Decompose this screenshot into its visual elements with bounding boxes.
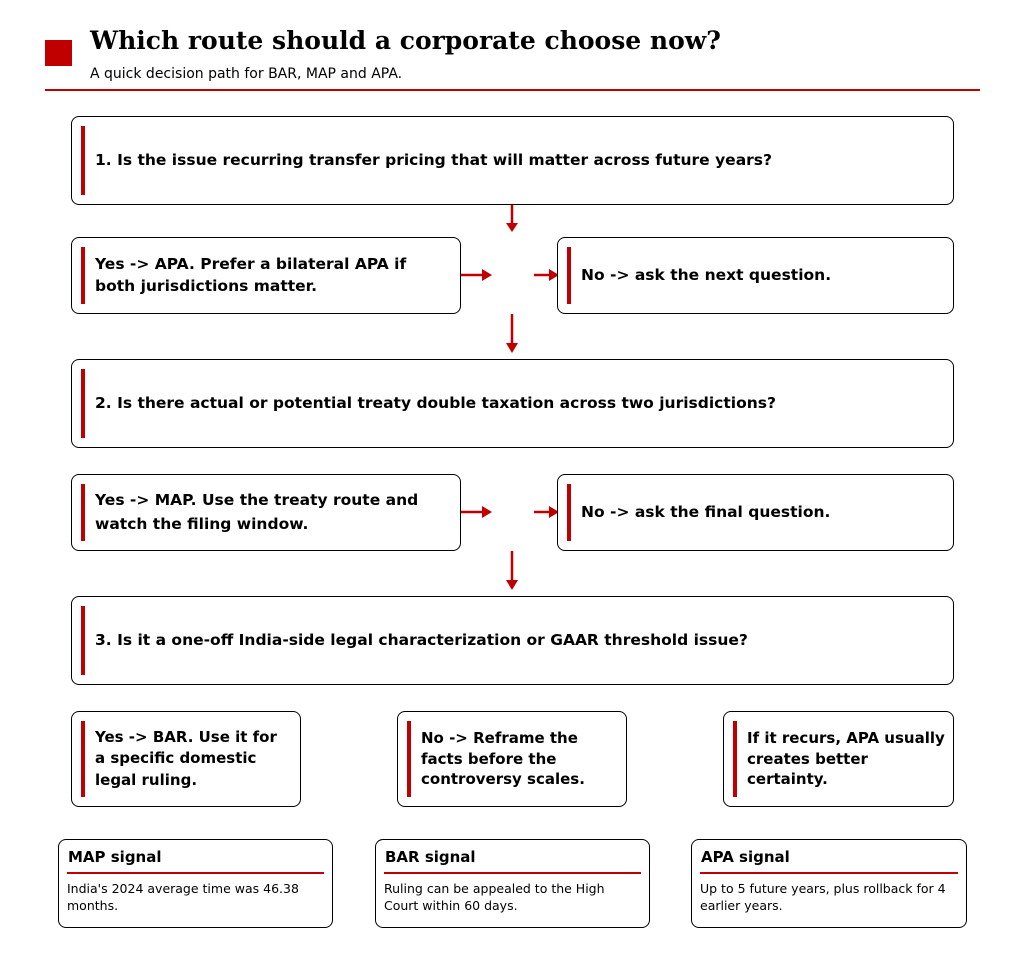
card-title: BAR signal	[385, 848, 476, 866]
q2-no-text: No -> ask the final question.	[581, 502, 831, 521]
arrow-right-icon	[461, 504, 493, 520]
card-body: Ruling can be appealed to the High Court within 60 days.	[384, 881, 605, 914]
arrow-down-icon	[504, 551, 520, 591]
page-title: Which route should a corporate choose now?	[90, 26, 721, 55]
q3-recurs-text: If it recurs, APA usually creates better certainty.	[747, 729, 945, 789]
header-divider	[45, 89, 980, 91]
arrow-down-icon	[504, 205, 520, 233]
arrow-down-icon	[504, 314, 520, 354]
q3-no-text: No -> Reframe the facts before the controversy scales.	[421, 729, 585, 789]
card-body: India's 2024 average time was 46.38 months.	[67, 881, 299, 914]
accent-bar	[567, 484, 571, 541]
q3-yes-box	[71, 711, 301, 807]
accent-bar	[567, 247, 571, 304]
card-divider	[67, 872, 324, 874]
accent-bar	[733, 721, 737, 797]
apa-signal-card	[691, 839, 967, 928]
q3-recurs-box	[723, 711, 954, 807]
accent-bar	[81, 126, 85, 195]
page-subtitle: A quick decision path for BAR, MAP and APA.	[90, 66, 403, 82]
q2-yes-text: Yes -> MAP. Use the treaty route and watch the filing window.	[95, 491, 419, 533]
question-1-text: 1. Is the issue recurring transfer pricing that will matter across future years?	[95, 150, 773, 169]
q2-no-box	[557, 474, 954, 551]
question-1-box	[71, 116, 954, 205]
accent-bar	[81, 721, 85, 797]
accent-bar	[81, 606, 85, 675]
arrow-right-icon	[461, 267, 493, 283]
q3-no-box	[397, 711, 627, 807]
question-2-text: 2. Is there actual or potential treaty double taxation across two jurisdictions?	[95, 393, 776, 412]
q1-no-box	[557, 237, 954, 314]
map-signal-card	[58, 839, 333, 928]
q3-yes-text: Yes -> BAR. Use it for a specific domestic legal ruling.	[95, 728, 277, 789]
q1-yes-box	[71, 237, 461, 314]
question-3-box	[71, 596, 954, 685]
card-title: APA signal	[701, 848, 790, 866]
bar-signal-card	[375, 839, 650, 928]
q2-yes-box	[71, 474, 461, 551]
accent-bar	[407, 721, 411, 797]
accent-bar	[81, 369, 85, 438]
card-divider	[700, 872, 958, 874]
q1-yes-text: Yes -> APA. Prefer a bilateral APA if both jurisdictions matter.	[95, 254, 407, 295]
q1-no-text: No -> ask the next question.	[581, 265, 832, 284]
card-divider	[384, 872, 641, 874]
accent-bar	[81, 247, 85, 304]
question-3-text: 3. Is it a one-off India-side legal characterization or GAAR threshold issue?	[95, 630, 748, 649]
header-accent-square	[45, 40, 72, 66]
card-title: MAP signal	[68, 848, 162, 866]
accent-bar	[81, 484, 85, 541]
card-body: Up to 5 future years, plus rollback for 4 earlier years.	[700, 881, 946, 914]
question-2-box	[71, 359, 954, 448]
